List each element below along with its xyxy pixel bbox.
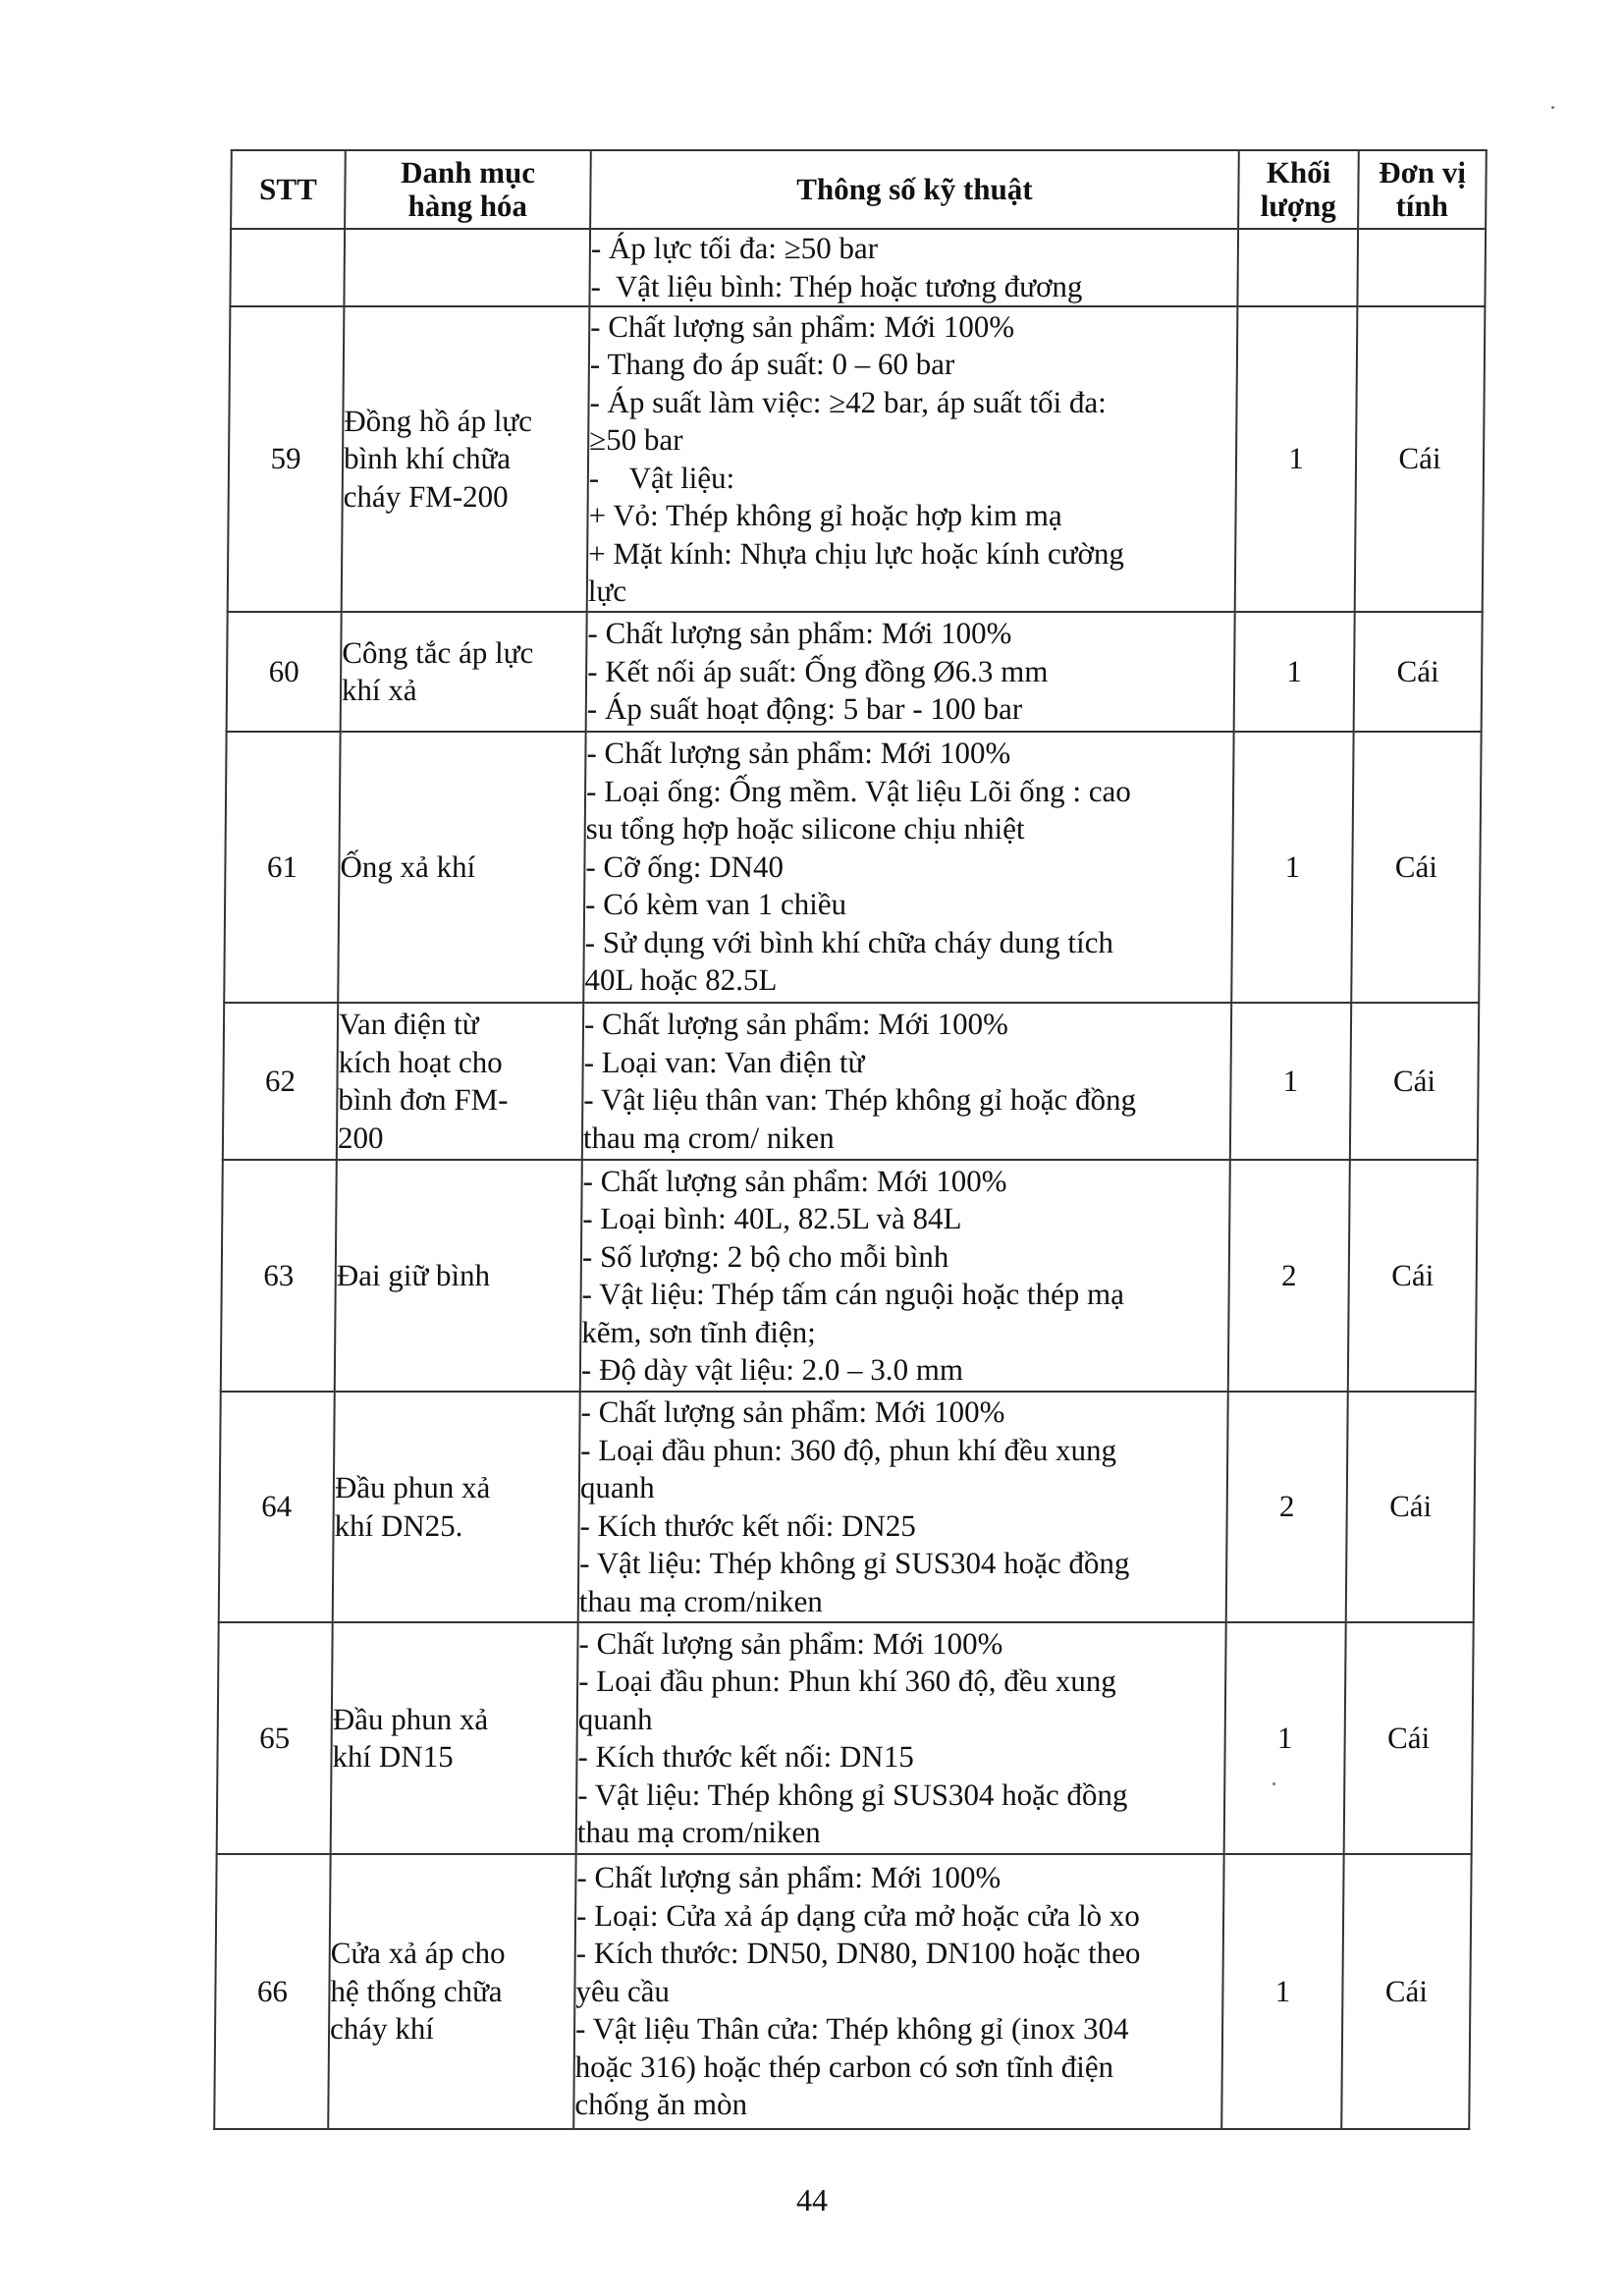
header-unit-line: Đơn vị xyxy=(1379,155,1467,190)
spec-line: - Áp suất làm việc: ≥42 bar, áp suất tối đa: xyxy=(589,384,1107,419)
spec-line: 40L hoặc 82.5L xyxy=(584,962,778,998)
spec-line: - Vật liệu: Thép tấm cán nguội hoặc thép mạ xyxy=(581,1277,1125,1311)
spec-line: - Kích thước kết nối: DN25 xyxy=(579,1507,917,1543)
spec-line: + Vỏ: Thép không gỉ hoặc hợp kim mạ xyxy=(588,498,1062,532)
cell-unit: Cái xyxy=(1351,732,1481,1003)
header-stt: STT xyxy=(231,150,346,229)
spec-line: su tổng hợp hoặc silicone chịu nhiệt xyxy=(585,811,1025,847)
item-name-line: hệ thống chữa xyxy=(330,1973,503,2008)
spec-line: - Áp lực tối đa: ≥50 bar xyxy=(590,231,879,265)
spec-line: - Cỡ ống: DN40 xyxy=(585,848,785,884)
cell-specification xyxy=(587,306,1238,612)
cell-item-name xyxy=(341,612,587,732)
item-name-line: bình khí chữa xyxy=(343,441,512,476)
cell-stt: 61 xyxy=(224,732,340,1003)
cell-unit xyxy=(1357,229,1486,306)
cell-specification xyxy=(589,229,1238,306)
table-body xyxy=(214,229,1486,2129)
header-qty xyxy=(1238,150,1359,229)
spec-line: - Độ dày vật liệu: 2.0 – 3.0 mm xyxy=(580,1352,964,1387)
spec-line: - Vật liệu: Thép không gỉ SUS304 hoặc đồng xyxy=(579,1546,1130,1580)
table-header xyxy=(231,150,1487,229)
cell-stt: 64 xyxy=(219,1392,335,1622)
cell-unit: Cái xyxy=(1354,612,1483,732)
header-qty-line: lượng xyxy=(1260,189,1337,223)
spec-line: - Loại van: Van điện từ xyxy=(583,1044,865,1079)
spec-line: chống ăn mòn xyxy=(574,2087,748,2122)
spec-line: quanh xyxy=(579,1470,655,1504)
spec-line: - Kết nối áp suất: Ống đồng Ø6.3 mm xyxy=(587,653,1049,688)
cell-quantity: 1 xyxy=(1234,612,1355,732)
spec-line: thau mạ crom/niken xyxy=(578,1583,823,1618)
header-unit-line: tính xyxy=(1395,189,1449,223)
table-row xyxy=(228,306,1486,612)
header-spec: Thông số kỹ thuật xyxy=(590,150,1239,229)
item-name-line: kích hoạt cho xyxy=(338,1044,503,1079)
cell-quantity: 1 xyxy=(1224,1622,1346,1854)
spec-line: lực xyxy=(587,574,627,608)
spec-line: ≥50 bar xyxy=(589,422,683,457)
spec-line: + Mặt kính: Nhựa chịu lực hoặc kính cường xyxy=(588,535,1125,571)
item-name-line: Van điện từ xyxy=(338,1007,479,1041)
spec-line: thau mạ crom/ niken xyxy=(582,1120,835,1155)
spec-line: - Sử dụng với bình khí chữa cháy dung tích xyxy=(584,924,1114,959)
spec-line: - Chất lượng sản phẩm: Mới 100% xyxy=(586,736,1011,771)
cell-specification xyxy=(583,732,1233,1003)
item-name-line: Ống xả khí xyxy=(340,848,476,884)
cell-quantity: 1 xyxy=(1221,1854,1343,2129)
cell-item-name xyxy=(338,732,585,1003)
cell-item-name xyxy=(337,1003,583,1160)
table-row xyxy=(224,732,1481,1003)
header-name-line: hàng hóa xyxy=(407,189,528,223)
spec-line: - Loại ống: Ống mềm. Vật liệu Lõi ống : cao xyxy=(585,773,1131,808)
spec-line: hoặc 316) hoặc thép carbon có sơn tĩnh điện xyxy=(574,2049,1114,2084)
cell-quantity: 1 xyxy=(1231,732,1353,1003)
spec-line: - Chất lượng sản phẩm: Mới 100% xyxy=(582,1163,1007,1198)
cell-quantity: 2 xyxy=(1226,1392,1348,1622)
spec-line: - Chất lượng sản phẩm: Mới 100% xyxy=(578,1625,1003,1661)
spec-line: - Thang đo áp suất: 0 – 60 bar xyxy=(589,347,955,381)
table-row xyxy=(223,1003,1479,1160)
cell-unit: Cái xyxy=(1355,306,1486,612)
item-name-line: 200 xyxy=(337,1120,384,1155)
item-name-line: Cửa xả áp cho xyxy=(330,1936,506,1971)
cell-unit: Cái xyxy=(1348,1160,1478,1392)
spec-line: - Loại đầu phun: 360 độ, phun khí đều xung xyxy=(580,1432,1117,1467)
scan-speck xyxy=(1551,106,1554,109)
spec-line: yêu cầu xyxy=(575,1973,671,2008)
item-name-line: Công tắc áp lực xyxy=(342,634,534,670)
item-name-line: cháy FM-200 xyxy=(343,478,509,514)
cell-specification xyxy=(586,612,1235,732)
cell-specification xyxy=(576,1622,1226,1854)
scan-speck xyxy=(1272,1782,1275,1785)
table-row xyxy=(217,1622,1474,1854)
table-row xyxy=(221,1160,1478,1392)
spec-line: - Chất lượng sản phẩm: Mới 100% xyxy=(583,1007,1009,1041)
spec-line: - Chất lượng sản phẩm: Mới 100% xyxy=(587,616,1012,651)
page-number: 44 xyxy=(796,2182,828,2217)
cell-quantity: 1 xyxy=(1230,1003,1351,1160)
header-name-line: Danh mục xyxy=(400,155,536,190)
spec-line: - Có kèm van 1 chiều xyxy=(584,887,847,922)
item-name-line: Đầu phun xả xyxy=(334,1470,491,1504)
cell-quantity: 2 xyxy=(1228,1160,1350,1392)
header-qty-line: Khối xyxy=(1266,155,1331,190)
spec-line: - Vật liệu: xyxy=(588,460,735,495)
spec-line: - Loại: Cửa xả áp dạng cửa mở hoặc cửa lò xo xyxy=(575,1897,1141,1933)
cell-stt: 66 xyxy=(214,1854,330,2129)
header-unit xyxy=(1358,150,1487,229)
cell-stt: 59 xyxy=(228,306,345,612)
cell-specification xyxy=(573,1854,1223,2129)
item-name-line: Đầu phun xả xyxy=(332,1701,489,1736)
spec-line: - Áp suất hoạt động: 5 bar - 100 bar xyxy=(586,691,1023,727)
spec-line: - Vật liệu bình: Thép hoặc tương đương xyxy=(590,268,1083,303)
cell-item-name xyxy=(331,1622,578,1854)
spec-line: - Chất lượng sản phẩm: Mới 100% xyxy=(580,1394,1005,1429)
cell-quantity: 1 xyxy=(1235,306,1358,612)
item-name-line: bình đơn FM- xyxy=(338,1082,509,1117)
spec-line: - Vật liệu thân van: Thép không gỉ hoặc đồng xyxy=(583,1082,1137,1117)
cell-specification xyxy=(580,1160,1230,1392)
table-row xyxy=(219,1392,1476,1622)
spec-line: - Kích thước kết nối: DN15 xyxy=(577,1739,914,1774)
cell-item-name xyxy=(333,1392,580,1622)
cell-specification xyxy=(578,1392,1228,1622)
cell-item-name xyxy=(342,306,590,612)
cell-item-name xyxy=(335,1160,582,1392)
cell-stt: 63 xyxy=(221,1160,337,1392)
cell-stt xyxy=(230,229,345,306)
cell-unit: Cái xyxy=(1350,1003,1479,1160)
cell-unit: Cái xyxy=(1344,1622,1474,1854)
spec-line: kẽm, sơn tĩnh điện; xyxy=(581,1314,816,1349)
header-name xyxy=(345,150,591,229)
item-name-line: khí DN15 xyxy=(332,1739,454,1774)
cell-stt: 65 xyxy=(217,1622,333,1854)
spec-line: - Vật liệu Thân cửa: Thép không gỉ (inox 304 xyxy=(574,2011,1129,2047)
table-row xyxy=(230,229,1486,306)
spec-line: - Kích thước: DN50, DN80, DN100 hoặc theo xyxy=(575,1936,1141,1971)
specification-table xyxy=(213,149,1488,2130)
table-row xyxy=(227,612,1483,732)
cell-quantity xyxy=(1237,229,1358,306)
cell-stt: 62 xyxy=(223,1003,338,1160)
spec-line: - Vật liệu: Thép không gỉ SUS304 hoặc đồng xyxy=(577,1777,1128,1812)
spec-line: - Chất lượng sản phẩm: Mới 100% xyxy=(576,1860,1001,1895)
cell-specification xyxy=(582,1003,1231,1160)
cell-item-name xyxy=(328,1854,575,2129)
cell-unit: Cái xyxy=(1341,1854,1471,2129)
spec-line: - Chất lượng sản phẩm: Mới 100% xyxy=(590,308,1015,344)
table-row xyxy=(214,1854,1471,2129)
spec-line: - Loại bình: 40L, 82.5L và 84L xyxy=(582,1201,962,1235)
spec-line: thau mạ crom/niken xyxy=(576,1815,821,1849)
cell-unit: Cái xyxy=(1346,1392,1476,1622)
item-name-line: Đai giữ bình xyxy=(336,1257,491,1292)
cell-stt: 60 xyxy=(227,612,342,732)
item-name-line: khí DN25. xyxy=(334,1507,463,1543)
spec-line: - Loại đầu phun: Phun khí 360 độ, đều xung xyxy=(578,1664,1116,1698)
spec-line: quanh xyxy=(577,1701,653,1736)
item-name-line: cháy khí xyxy=(329,2011,435,2047)
spec-line: - Số lượng: 2 bộ cho mỗi bình xyxy=(581,1238,949,1274)
item-name-line: khí xả xyxy=(341,673,417,707)
item-name-line: Đồng hồ áp lực xyxy=(344,403,533,438)
cell-item-name xyxy=(344,229,590,306)
